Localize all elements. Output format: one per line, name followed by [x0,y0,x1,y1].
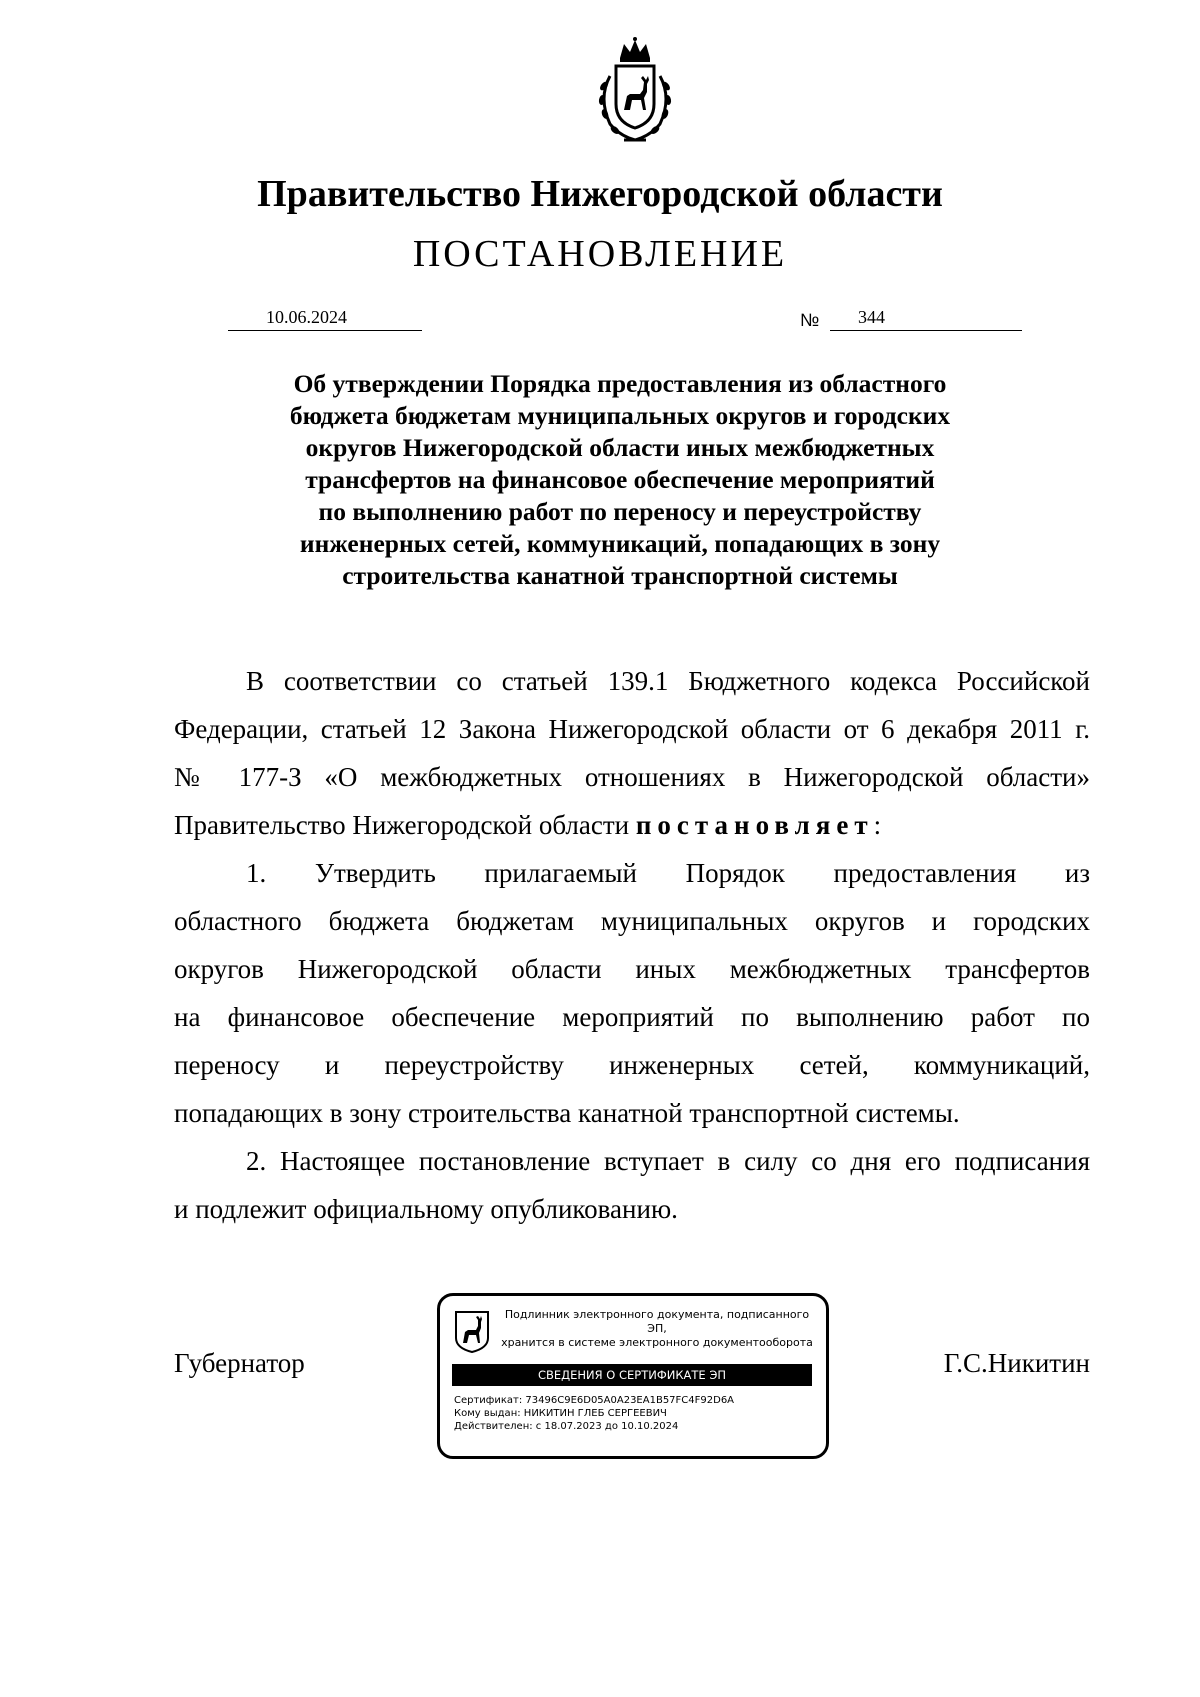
title-line: Об утверждении Порядка предоставления из областного [293,369,947,398]
issued-value: НИКИТИН ГЛЕБ СЕРГЕЕВИЧ [523,1408,667,1419]
stamp-heading-line: хранится в системе электронного документооборота [501,1336,813,1349]
document-date: 10.06.2024 [266,307,347,327]
body-line: № 177-З «О межбюджетных отношениях в Нижегородской области» [174,762,1090,792]
cert-value: 73496C9E6D05A0A23EA1B57FC4F92D6A [525,1395,735,1406]
deer-shield-icon [454,1310,490,1354]
coat-of-arms-emblem [580,36,690,146]
body-line: и подлежит официальному опубликованию. [174,1194,678,1224]
title-line: строительства канатной транспортной системы [342,561,898,590]
resolves-word: постановляет [635,810,874,840]
cert-label: Сертификат: [454,1395,523,1406]
body-text: Правительство Нижегородской области [174,810,636,840]
title-line: инженерных сетей, коммуникаций, попадающих в зону [299,529,941,558]
title-line: трансфертов на финансовое обеспечение мероприятий [305,465,935,494]
valid-value: с 18.07.2023 до 10.10.2024 [535,1421,679,1432]
body-text: : [873,810,882,840]
document-type: ПОСТАНОВЛЕНИЕ [412,233,788,275]
body-line: Федерации, статьей 12 Закона Нижегородской области от 6 декабря 2011 г. [174,714,1090,744]
body-line: на финансовое обеспечение мероприятий по выполнению работ по [174,1002,1090,1032]
stamp-heading-line: Подлинник электронного документа, подписанного ЭП, [504,1308,810,1335]
body-line: 2. Настоящее постановление вступает в силу со дня его подписания [246,1146,1090,1176]
body-line: областного бюджета бюджетам муниципальных округов и городских [174,906,1090,936]
e-signature-stamp [437,1293,829,1459]
document-number: 344 [858,307,885,327]
signatory-position: Губернатор [174,1348,305,1378]
document-title [200,368,1040,592]
stamp-heading [496,1308,818,1350]
title-line: округов Нижегородской области иных межбюджетных [305,433,935,462]
valid-label: Действителен: [454,1421,533,1432]
title-line: по выполнению работ по переносу и переустройству [318,497,922,526]
body-line: округов Нижегородской области иных межбюджетных трансфертов [174,954,1090,984]
body-line: В соответствии со статьей 139.1 Бюджетного кодекса Российской [246,666,1090,696]
government-name: Правительство Нижегородской области [257,173,943,215]
number-field [830,306,1022,331]
certificate-info-bar: СВЕДЕНИЯ О СЕРТИФИКАТЕ ЭП [452,1364,812,1386]
date-field [228,306,422,331]
body-line [174,808,1090,842]
body-line: переносу и переустройству инженерных сетей, коммуникаций, [174,1050,1090,1080]
issued-label: Кому выдан: [454,1408,521,1419]
body-line: 1. Утвердить прилагаемый Порядок предоставления из [246,858,1090,888]
body-line: попадающих в зону строительства канатной транспортной системы. [174,1098,960,1128]
number-label: № [800,310,820,330]
title-line: бюджета бюджетам муниципальных округов и городских [289,401,951,430]
certificate-details [454,1394,734,1433]
signatory-name: Г.С.Никитин [943,1348,1090,1378]
